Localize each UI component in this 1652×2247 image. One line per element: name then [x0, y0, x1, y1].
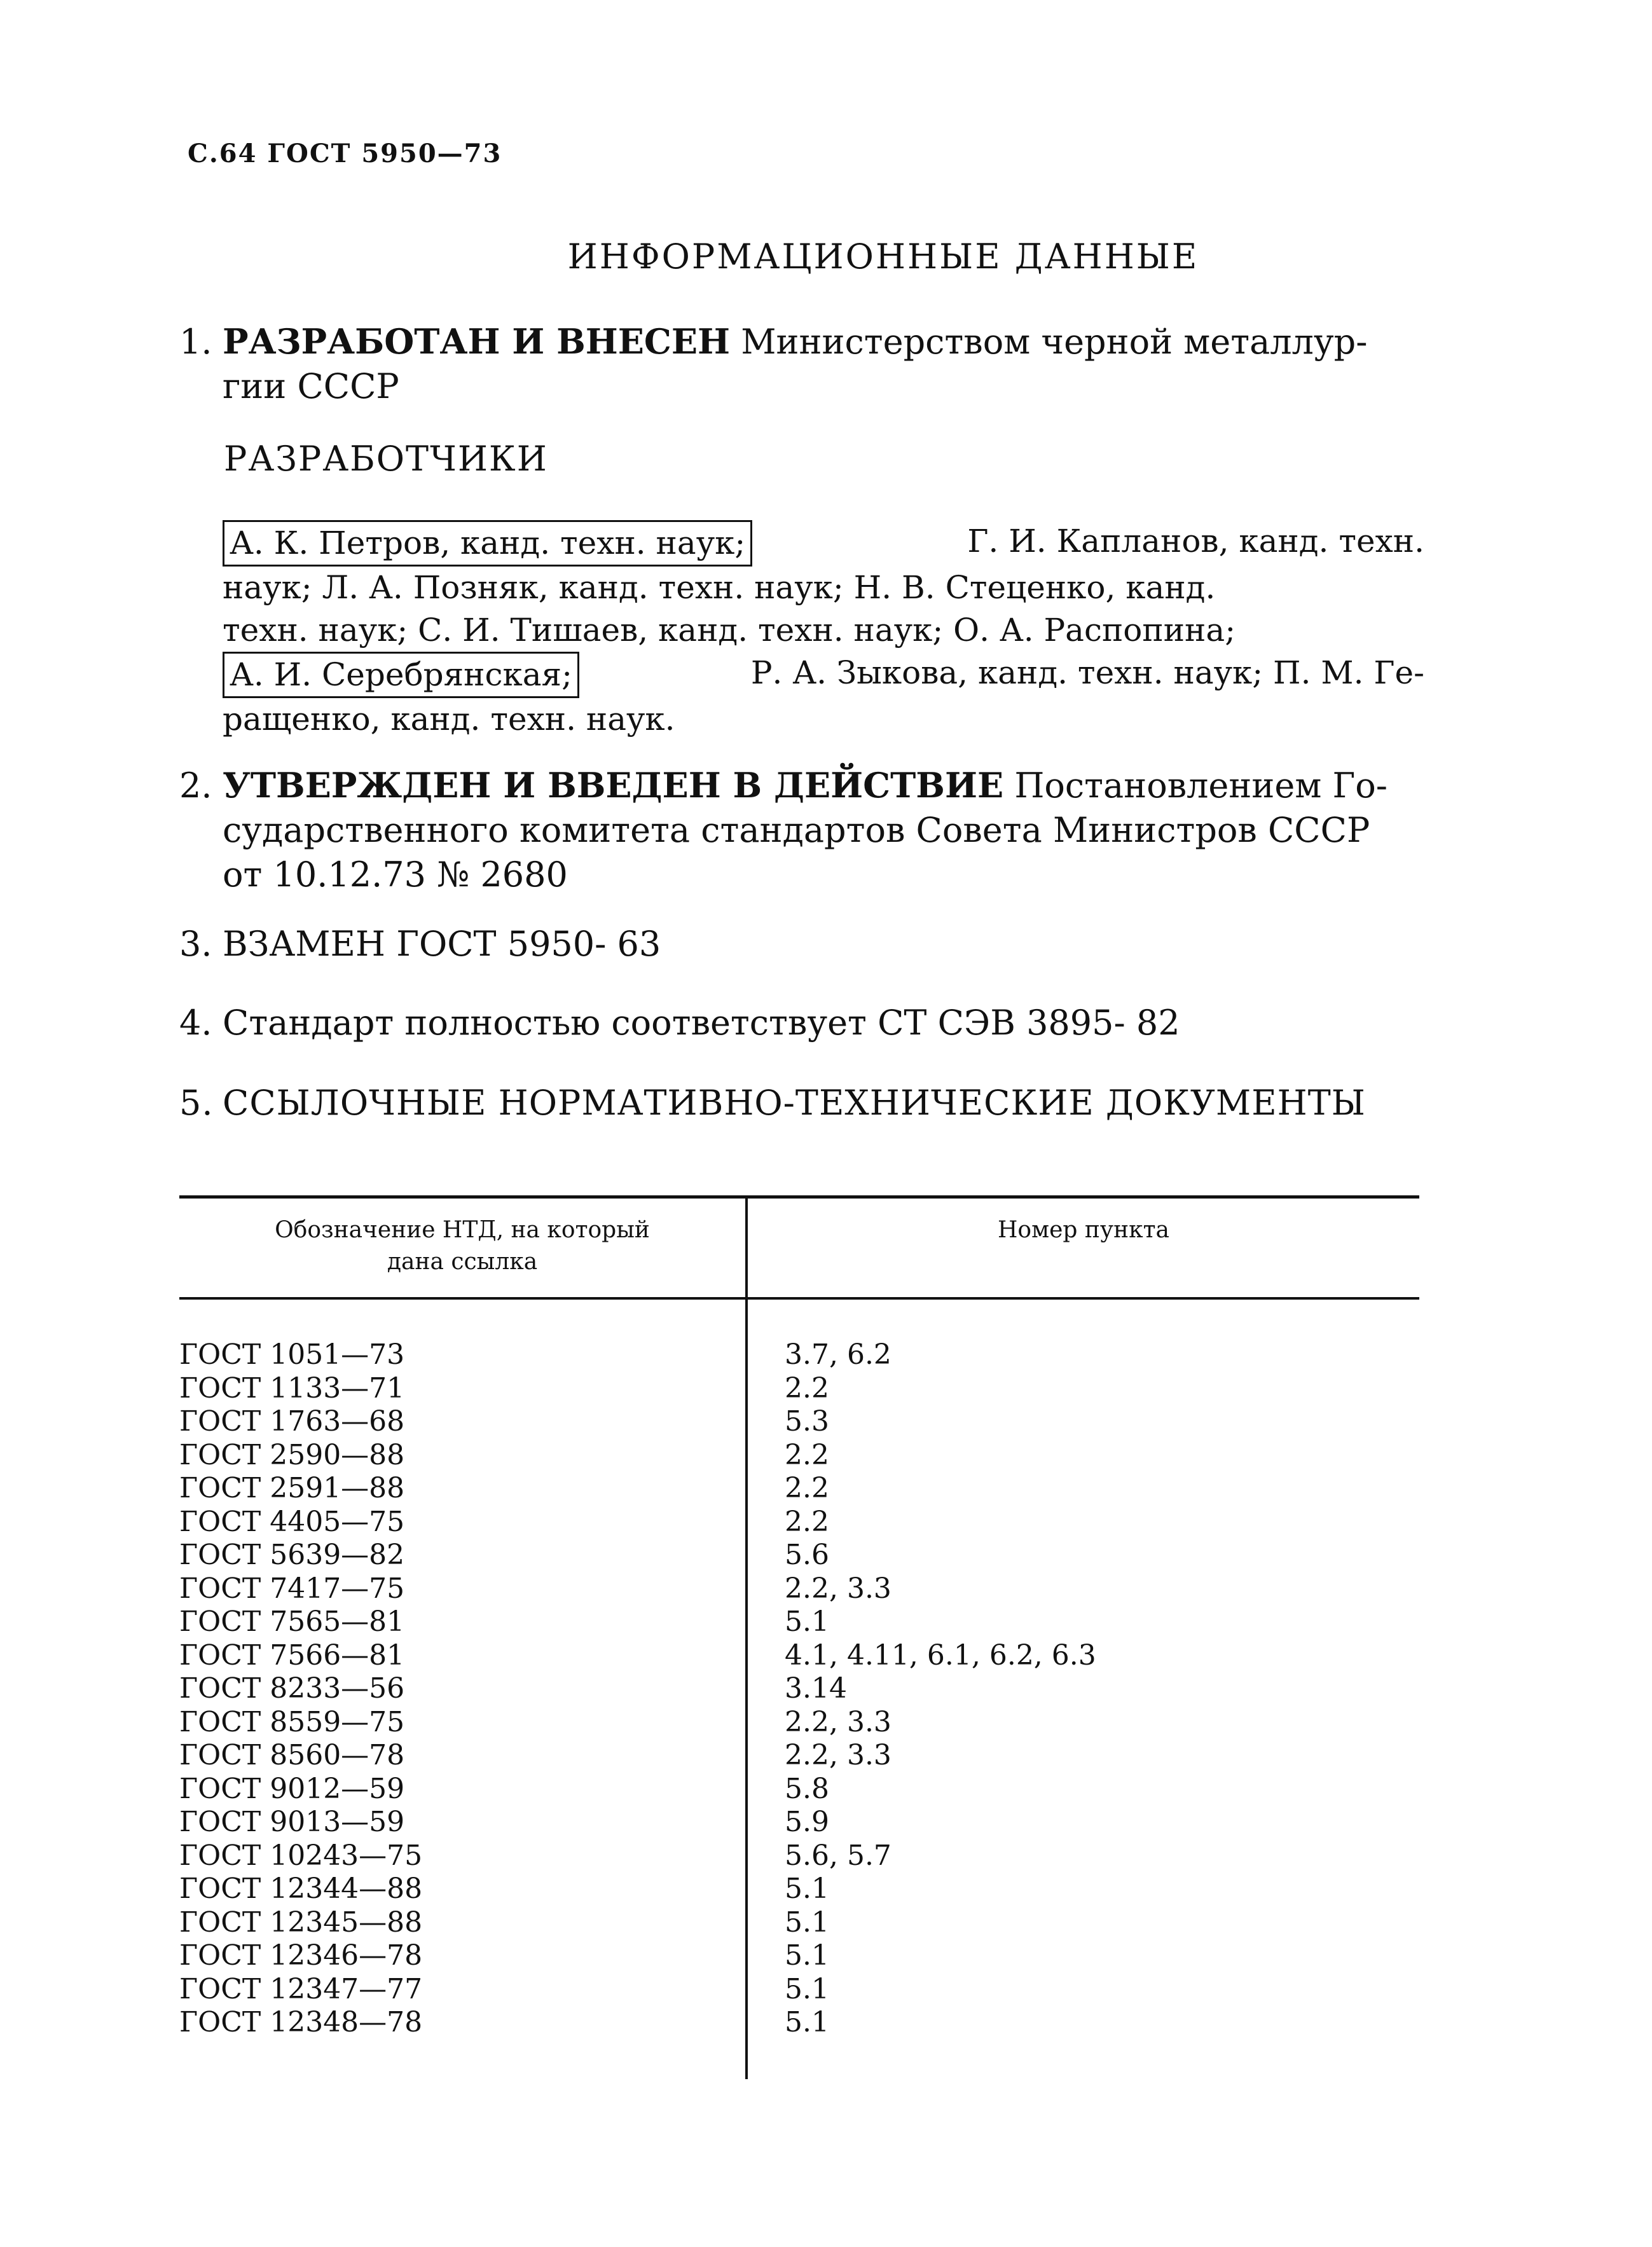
document-cell: ГОСТ 12348—78	[179, 2006, 423, 2038]
developers-text: ращенко, канд. техн. наук.	[223, 701, 675, 738]
table-row	[179, 2006, 1419, 2040]
document-cell: ГОСТ 12347—77	[179, 1972, 423, 2005]
table-row	[179, 1773, 1419, 1806]
section-text: Стандарт полностью соответствует СТ СЭВ 3895- 82	[223, 1003, 1180, 1043]
clause-cell: 5.6, 5.7	[785, 1839, 891, 1872]
table-header-clause	[748, 1214, 1419, 1246]
clause-cell: 5.1	[785, 1972, 829, 2005]
section-number: 3.	[179, 924, 212, 964]
developers-line	[223, 520, 1424, 567]
document-cell: ГОСТ 12346—78	[179, 1939, 423, 1972]
header-text: дана ссылка	[387, 1249, 538, 1275]
table-row	[179, 1806, 1419, 1839]
table-body	[179, 1338, 1419, 2040]
document-cell: ГОСТ 8233—56	[179, 1672, 405, 1705]
developers-list	[223, 520, 1424, 741]
clause-cell: 2.2, 3.3	[785, 1572, 891, 1605]
document-cell: ГОСТ 2590—88	[179, 1438, 405, 1471]
clause-cell: 3.14	[785, 1672, 847, 1705]
clause-cell: 5.8	[785, 1772, 829, 1805]
section-number: 2.	[179, 766, 212, 806]
clause-cell: 2.2, 3.3	[785, 1739, 891, 1771]
clause-cell: 2.2	[785, 1505, 829, 1538]
table-row	[179, 1605, 1419, 1639]
clause-cell: 5.9	[785, 1806, 829, 1838]
page-header: С.64 ГОСТ 5950—73	[188, 139, 502, 168]
section-heading: РАЗРАБОТАН И ВНЕСЕН	[223, 321, 731, 362]
table-row	[179, 1872, 1419, 1906]
table-row	[179, 1572, 1419, 1606]
table-row	[179, 1405, 1419, 1439]
document-cell: ГОСТ 9012—59	[179, 1772, 405, 1805]
table-row	[179, 1439, 1419, 1473]
clause-cell: 5.1	[785, 2006, 829, 2038]
section-text: ССЫЛОЧНЫЕ НОРМАТИВНО-ТЕХНИЧЕСКИЕ ДОКУМЕНТЫ	[223, 1083, 1366, 1123]
section-heading: УТВЕРЖДЕН И ВВЕДЕН В ДЕЙСТВИЕ	[223, 765, 1004, 806]
clause-cell: 2.2, 3.3	[785, 1705, 891, 1738]
section-text-continued: от 10.12.73 № 2680	[223, 855, 568, 895]
document-cell: ГОСТ 1763—68	[179, 1405, 405, 1438]
section-2	[179, 763, 1419, 897]
document-cell: ГОСТ 12344—88	[179, 1872, 423, 1905]
section-1	[179, 319, 1419, 409]
clause-cell: 5.6	[785, 1539, 829, 1571]
section-text: Постановлением Го-	[1014, 766, 1388, 806]
developers-line	[223, 652, 1424, 698]
clause-cell: 2.2	[785, 1472, 829, 1504]
section-3	[179, 922, 1419, 966]
table-row	[179, 1372, 1419, 1406]
clause-cell: 5.1	[785, 1906, 829, 1939]
developers-text: Г. И. Капланов, канд. техн.	[967, 523, 1424, 560]
document-cell: ГОСТ 10243—75	[179, 1839, 423, 1872]
table-row	[179, 1472, 1419, 1506]
clause-cell: 5.1	[785, 1872, 829, 1905]
clause-cell: 3.7, 6.2	[785, 1338, 891, 1371]
section-text-continued: гии СССР	[223, 366, 399, 406]
table-header-rule	[179, 1297, 1419, 1300]
developers-heading: РАЗРАБОТЧИКИ	[224, 439, 548, 479]
developers-text: Р. А. Зыкова, канд. техн. наук; П. М. Ге-	[750, 654, 1424, 691]
boxed-name: А. К. Петров, канд. техн. наук;	[223, 520, 752, 567]
developers-line	[223, 609, 1424, 652]
table-row	[179, 1338, 1419, 1372]
document-cell: ГОСТ 12345—88	[179, 1906, 423, 1939]
header-text: Обозначение НТД, на который	[275, 1217, 650, 1243]
developers-line	[223, 698, 1424, 741]
document-cell: ГОСТ 8560—78	[179, 1739, 405, 1771]
table-header-document	[179, 1214, 745, 1278]
clause-cell: 4.1, 4.11, 6.1, 6.2, 6.3	[785, 1639, 1096, 1672]
document-cell: ГОСТ 5639—82	[179, 1539, 405, 1571]
header-text: Номер пункта	[998, 1217, 1169, 1243]
table-row	[179, 1906, 1419, 1940]
clause-cell: 2.2	[785, 1438, 829, 1471]
table-row	[179, 1839, 1419, 1873]
document-cell: ГОСТ 7566—81	[179, 1639, 405, 1672]
section-text: Министерством черной металлур-	[741, 322, 1368, 362]
table-top-rule	[179, 1195, 1419, 1199]
document-cell: ГОСТ 2591—88	[179, 1472, 405, 1504]
clause-cell: 5.3	[785, 1405, 829, 1438]
document-cell: ГОСТ 7417—75	[179, 1572, 405, 1605]
table-row	[179, 1939, 1419, 1973]
developers-text: наук; Л. А. Позняк, канд. техн. наук; Н. В. Стеценко, канд.	[223, 569, 1216, 606]
references-table	[179, 1195, 1419, 2079]
table-row	[179, 1506, 1419, 1539]
document-cell: ГОСТ 8559—75	[179, 1705, 405, 1738]
table-row	[179, 1639, 1419, 1673]
section-number: 4.	[179, 1003, 212, 1043]
document-cell: ГОСТ 1051—73	[179, 1338, 405, 1371]
clause-cell: 5.1	[785, 1939, 829, 1972]
document-cell: ГОСТ 9013—59	[179, 1806, 405, 1838]
document-cell: ГОСТ 7565—81	[179, 1605, 405, 1638]
table-row	[179, 1739, 1419, 1773]
developers-text: техн. наук; С. И. Тишаев, канд. техн. наук; О. А. Распопина;	[223, 612, 1236, 649]
table-row	[179, 1973, 1419, 2007]
section-number: 1.	[179, 322, 212, 362]
table-row	[179, 1672, 1419, 1706]
table-row	[179, 1706, 1419, 1740]
page-title: ИНФОРМАЦИОННЫЕ ДАННЫЕ	[567, 237, 1199, 277]
section-4	[179, 1001, 1419, 1045]
clause-cell: 5.1	[785, 1605, 829, 1638]
table-row	[179, 1539, 1419, 1572]
boxed-name: А. И. Серебрянская;	[223, 652, 579, 698]
section-number: 5.	[179, 1083, 214, 1123]
section-text: ВЗАМЕН ГОСТ 5950- 63	[223, 924, 661, 964]
document-cell: ГОСТ 4405—75	[179, 1505, 405, 1538]
developers-line	[223, 567, 1424, 609]
clause-cell: 2.2	[785, 1371, 829, 1405]
section-5	[179, 1081, 1419, 1125]
section-text-continued: сударственного комитета стандартов Совета Министров СССР	[223, 810, 1370, 850]
document-cell: ГОСТ 1133—71	[179, 1371, 405, 1405]
